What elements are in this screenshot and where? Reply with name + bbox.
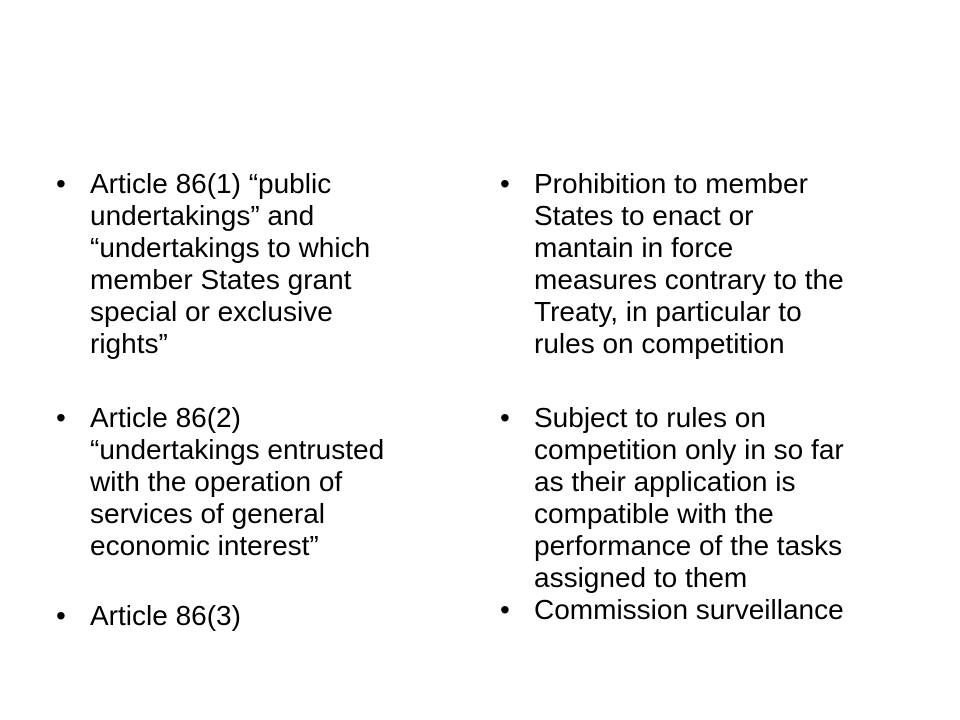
right-bullet-item	[500, 402, 844, 594]
bullet-icon: •	[56, 402, 66, 433]
bullet-text: Article 86(2) “undertakings entrusted with the operation of services of general economic interest”	[90, 402, 385, 561]
bullet-icon: •	[56, 600, 66, 631]
bullet-icon: •	[500, 594, 510, 625]
bullet-text: Commission surveillance	[534, 594, 844, 625]
left-bullet-item	[56, 168, 370, 360]
bullet-text: Subject to rules on competition only in so far as their application is compatible with the performance of the tasks assigned to them	[534, 402, 844, 593]
bullet-text: Article 86(1) “public undertakings” and “undertakings to which member States grant special or exclusive rights”	[90, 168, 371, 359]
right-bullet-item	[500, 594, 844, 626]
bullet-text: Article 86(3)	[90, 600, 241, 631]
left-bullet-item	[56, 402, 384, 562]
left-bullet-item	[56, 600, 241, 632]
right-bullet-item	[500, 168, 844, 360]
bullet-icon: •	[56, 168, 66, 199]
bullet-icon: •	[500, 402, 510, 433]
bullet-icon: •	[500, 168, 510, 199]
bullet-text: Prohibition to member States to enact or mantain in force measures contrary to the Treaty, in particular to rules on competition	[534, 168, 844, 359]
